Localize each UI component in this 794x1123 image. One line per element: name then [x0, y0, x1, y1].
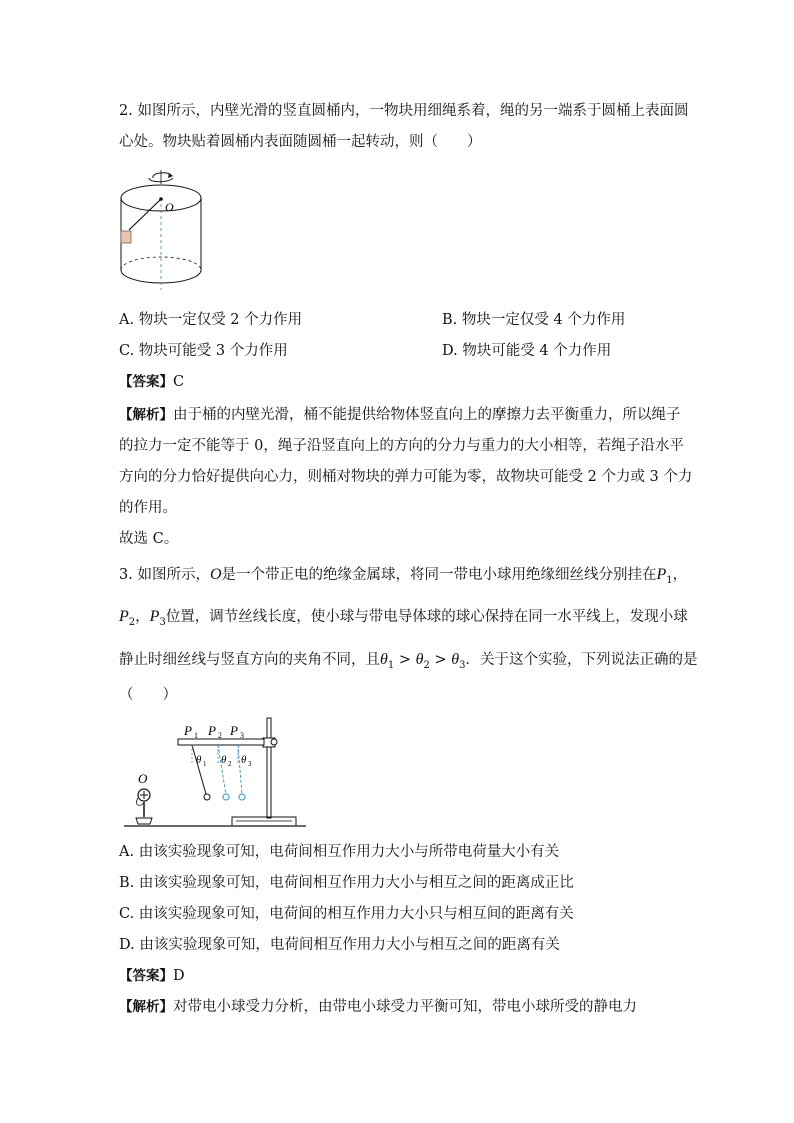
- analysis-text: 由于桶的内壁光滑，桶不能提供给物体竖直向上的摩擦力去平衡重力，所以绳子: [173, 407, 681, 423]
- answer-tag: 【答案】: [119, 374, 173, 390]
- svg-text:2: 2: [218, 731, 222, 740]
- svg-text:2: 2: [228, 760, 232, 768]
- ball-p3: [239, 794, 245, 800]
- svg-text:3: 3: [248, 760, 252, 768]
- q2-analysis-line-3: 方向的分力恰好提供向心力，则桶对物块的弹力可能为零，故物块可能受 2 个力或 3 个力: [119, 469, 693, 485]
- q2-option-d[interactable]: D. 物块可能受 4 个力作用: [442, 343, 612, 359]
- analysis-tag: 【解析】: [119, 999, 173, 1015]
- q2-option-b[interactable]: B. 物块一定仅受 4 个力作用: [442, 312, 626, 328]
- label-o: O: [165, 200, 174, 214]
- q2-option-c[interactable]: C. 物块可能受 3 个力作用: [119, 343, 288, 359]
- q3-answer: [119, 966, 185, 986]
- q2-stem-line-2: 心处。物块贴着圆桶内表面随圆桶一起转动，则（ ）: [119, 134, 482, 150]
- svg-text:P: P: [230, 723, 238, 738]
- q3-figure-apparatus: [120, 712, 310, 832]
- svg-text:θ: θ: [241, 754, 247, 766]
- q2-stem-line-1: 2. 如图所示，内壁光滑的竖直圆桶内，一物块用细绳系着，绳的另一端系于圆桶上表面圆: [119, 103, 689, 119]
- svg-text:P: P: [184, 723, 192, 738]
- q3-analysis-line-1: [119, 997, 637, 1017]
- answer-value: C: [173, 374, 185, 390]
- svg-text:P: P: [208, 723, 216, 738]
- analysis-tag: 【解析】: [119, 407, 173, 423]
- q3-stem-line-2: $P_2$，$P_3$位置，调节丝线长度，使小球与带电导体球的球心保持在同一水平线上，发现小球: [119, 608, 688, 628]
- q2-option-a[interactable]: A. 物块一定仅受 2 个力作用: [119, 312, 303, 328]
- q3-option-a[interactable]: A. 由该实验现象可知，电荷间相互作用力大小与所带电荷量大小有关: [119, 844, 560, 860]
- q3-option-d[interactable]: D. 由该实验现象可知，电荷间相互作用力大小与相互之间的距离有关: [119, 937, 560, 953]
- q2-analysis-line-2: 的拉力一定不能等于 0，绳子沿竖直向上的方向的分力与重力的大小相等，若绳子沿水平: [119, 438, 684, 454]
- analysis-text: 对带电小球受力分析，由带电小球受力平衡可知，带电小球所受的静电力: [173, 999, 637, 1015]
- q2-analysis-line-4: 的作用。: [119, 500, 177, 516]
- q3-stem-line-3: 静止时细丝线与竖直方向的夹角不同，且$\theta_1 > \theta_2 > \theta_3$．关于这个实验，下列说法正确的是: [119, 651, 698, 671]
- svg-text:O: O: [138, 771, 148, 786]
- q3-stem-line-1: 3. 如图所示，O是一个带正电的绝缘金属球，将同一带电小球用绝缘细丝线分别挂在$P_1$，: [119, 566, 688, 586]
- svg-text:1: 1: [194, 731, 198, 740]
- q2-answer: [119, 372, 184, 392]
- q3-stem-line-4: （ ）: [119, 687, 177, 703]
- svg-text:θ: θ: [221, 754, 227, 766]
- q2-figure-cylinder: [113, 170, 213, 292]
- answer-tag: 【答案】: [119, 968, 173, 984]
- q2-conclusion: 故选 C。: [119, 531, 179, 547]
- svg-text:θ: θ: [196, 754, 202, 766]
- answer-value: D: [173, 968, 185, 984]
- ball-p1: [204, 794, 210, 800]
- svg-text:1: 1: [203, 760, 207, 768]
- q3-option-c[interactable]: C. 由该实验现象可知，电荷间的相互作用力大小只与相互间的距离有关: [119, 906, 574, 922]
- svg-text:3: 3: [240, 731, 244, 740]
- block: [121, 231, 131, 243]
- q2-analysis-line-1: [119, 405, 681, 425]
- q3-option-b[interactable]: B. 由该实验现象可知，电荷间相互作用力大小与相互之间的距离成正比: [119, 875, 574, 891]
- ball-p2: [223, 794, 229, 800]
